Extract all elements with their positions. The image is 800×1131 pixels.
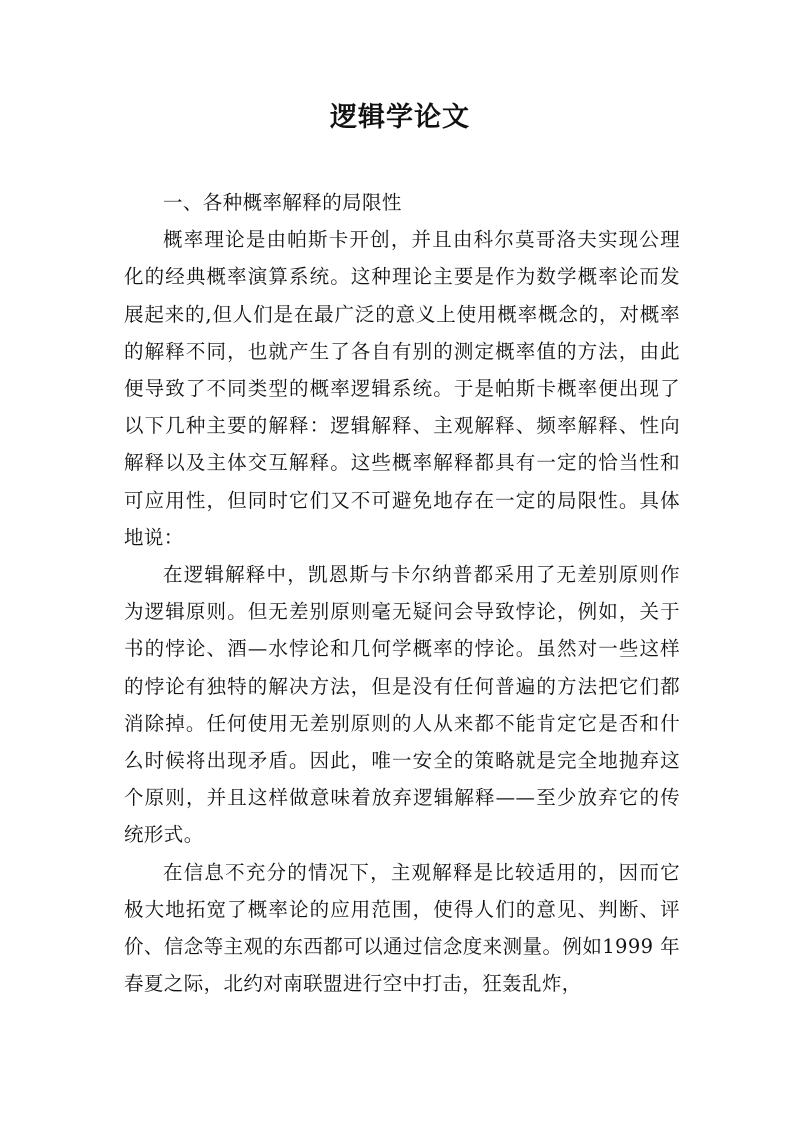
paragraph-subjective-interpretation: 在信息不充分的情况下，主观解释是比较适用的，因而它极大地拓宽了概率论的应用范围，使得人们的意见、判断、评价、信念等主观的东西都可以通过信念度来测量。例如1999 年春夏之际，北约对南联盟进行空中打击，狂轰乱炸， xyxy=(124,860,680,996)
paragraph-logical-interpretation: 在逻辑解释中，凯恩斯与卡尔纳普都采用了无差别原则作为逻辑原则。但无差别原则毫无疑问会导致悖论，例如，关于书的悖论、酒—水悖论和几何学概率的悖论。虽然对一些这样的悖论有独特的解决方法，但是没有任何普遍的方法把它们都消除掉。任何使用无差别原则的人从来都不能肯定它是否和什么时候将出现矛盾。因此，唯一安全的策略就是完全地抛弃这个原则，并且这样做意味着放弃逻辑解释——至少放弃它的传统形式。 xyxy=(124,563,680,847)
document-title: 逻辑学论文 xyxy=(330,102,470,133)
paragraph-probability-theory: 概率理论是由帕斯卡开创，并且由科尔莫哥洛夫实现公理化的经典概率演算系统。这种理论主要是作为数学概率论而发展起来的,但人们是在最广泛的意义上使用概率概念的，对概率的解释不同，也就产生了各自有别的测定概率值的方法，由此便导致了不同类型的概率逻辑系统。于是帕斯卡概率便出现了以下几种主要的解释：逻辑解释、主观解释、频率解释、性向解释以及主体交互解释。这些概率解释都具有一定的恰当性和可应用性，但同时它们又不可避免地存在一定的局限性。具体地说： xyxy=(124,228,680,549)
section-heading: 一、各种概率解释的局限性 xyxy=(163,191,402,214)
document-body xyxy=(124,184,680,1002)
